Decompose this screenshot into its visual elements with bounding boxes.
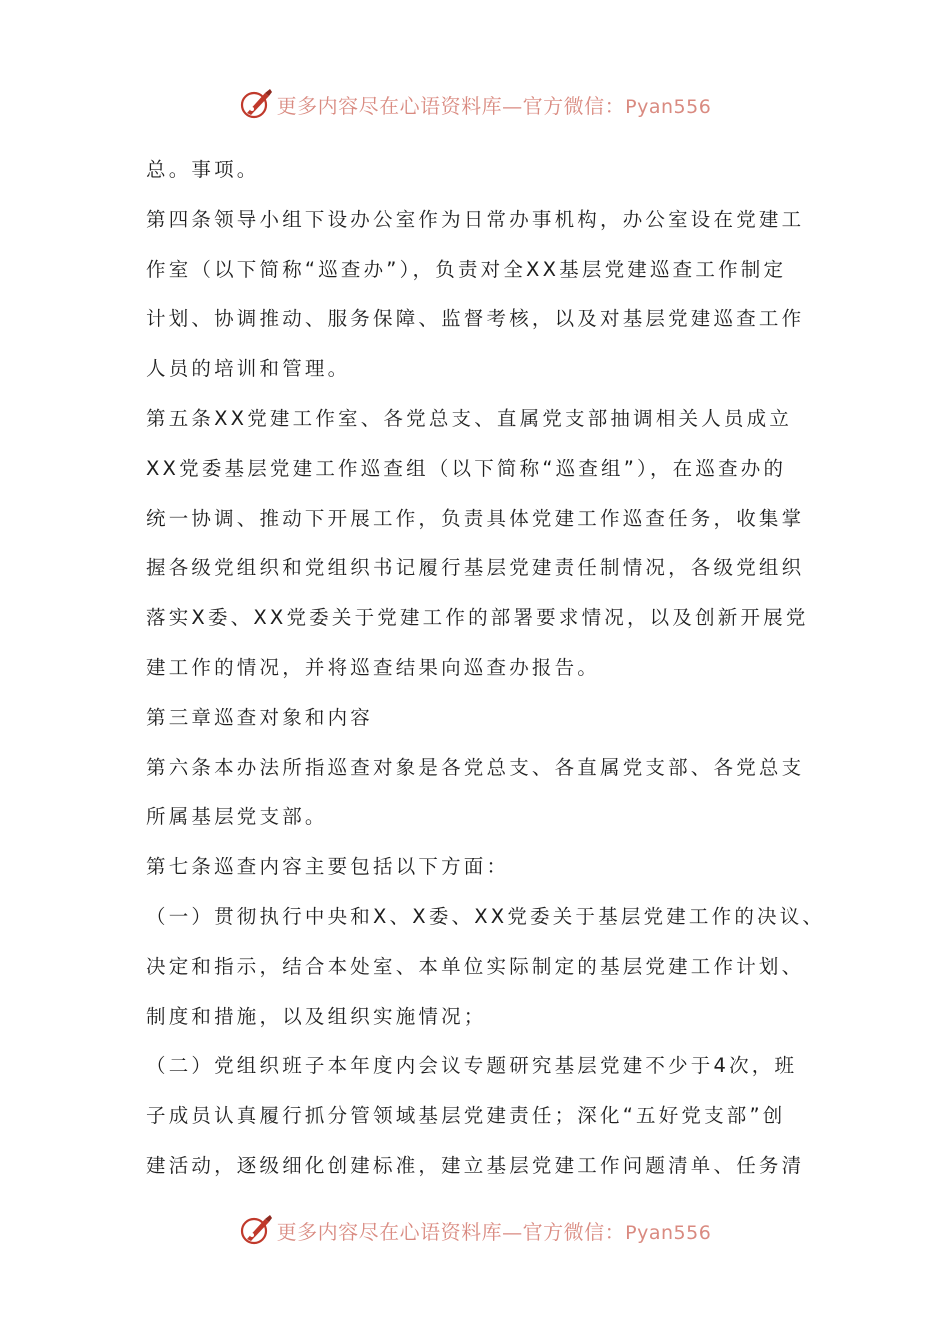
- text-line: 作室（以下简称“巡查办”），负责对全XX基层党建巡查工作制定: [146, 257, 787, 281]
- text-line: 计划、协调推动、服务保障、监督考核，以及对基层党建巡查工作: [146, 307, 805, 331]
- watermark-text: 更多内容尽在心语资料库—官方微信：Pyan556: [276, 1219, 712, 1244]
- text-line: 总。事项。: [146, 158, 260, 181]
- text-line: 第四条领导小组下设办公室作为日常办事机构，办公室设在党建工: [146, 207, 805, 231]
- text-line: 落实X委、XX党委关于党建工作的部署要求情况，以及创新开展党: [146, 606, 809, 630]
- text-line: XX党委基层党建工作巡查组（以下简称“巡查组”），在巡查办的: [146, 456, 787, 480]
- text-line: 子成员认真履行抓分管领域基层党建责任；深化“五好党支部”创: [146, 1104, 786, 1128]
- text-line: 建工作的情况，并将巡查结果向巡查办报告。: [146, 655, 601, 679]
- text-line: 所属基层党支部。: [146, 805, 328, 829]
- watermark-banner-top: [0, 84, 950, 124]
- text-line: （一）贯彻执行中央和X、X委、XX党委关于基层党建工作的决议、: [146, 904, 826, 928]
- pen-nib-logo-icon: [239, 87, 273, 121]
- watermark-text: 更多内容尽在心语资料库—官方微信：Pyan556: [276, 93, 712, 118]
- text-line: 握各级党组织和党组织书记履行基层党建责任制情况，各级党组织: [146, 556, 805, 580]
- pen-nib-logo-icon: [239, 1213, 273, 1247]
- text-line: 统一协调、推动下开展工作，负责具体党建工作巡查任务，收集掌: [146, 506, 805, 530]
- text-line: 决定和指示，结合本处室、本单位实际制定的基层党建工作计划、: [146, 954, 805, 978]
- watermark-banner-bottom: [0, 1210, 950, 1250]
- text-line: 人员的培训和管理。: [146, 357, 351, 381]
- text-line: 第七条巡查内容主要包括以下方面：: [146, 855, 510, 879]
- text-line: 制度和措施，以及组织实施情况；: [146, 1004, 487, 1028]
- document-body: [146, 150, 826, 1196]
- text-line: 建活动，逐级细化创建标准，建立基层党建工作问题清单、任务清: [146, 1153, 805, 1177]
- text-line: 第五条XX党建工作室、各党总支、直属党支部抽调相关人员成立: [146, 406, 793, 430]
- chapter-heading: 第三章巡查对象和内容: [146, 705, 374, 729]
- text-line: （二）党组织班子本年度内会议专题研究基层党建不少于4次，班: [146, 1054, 798, 1078]
- text-line: 第六条本办法所指巡查对象是各党总支、各直属党支部、各党总支: [146, 755, 805, 779]
